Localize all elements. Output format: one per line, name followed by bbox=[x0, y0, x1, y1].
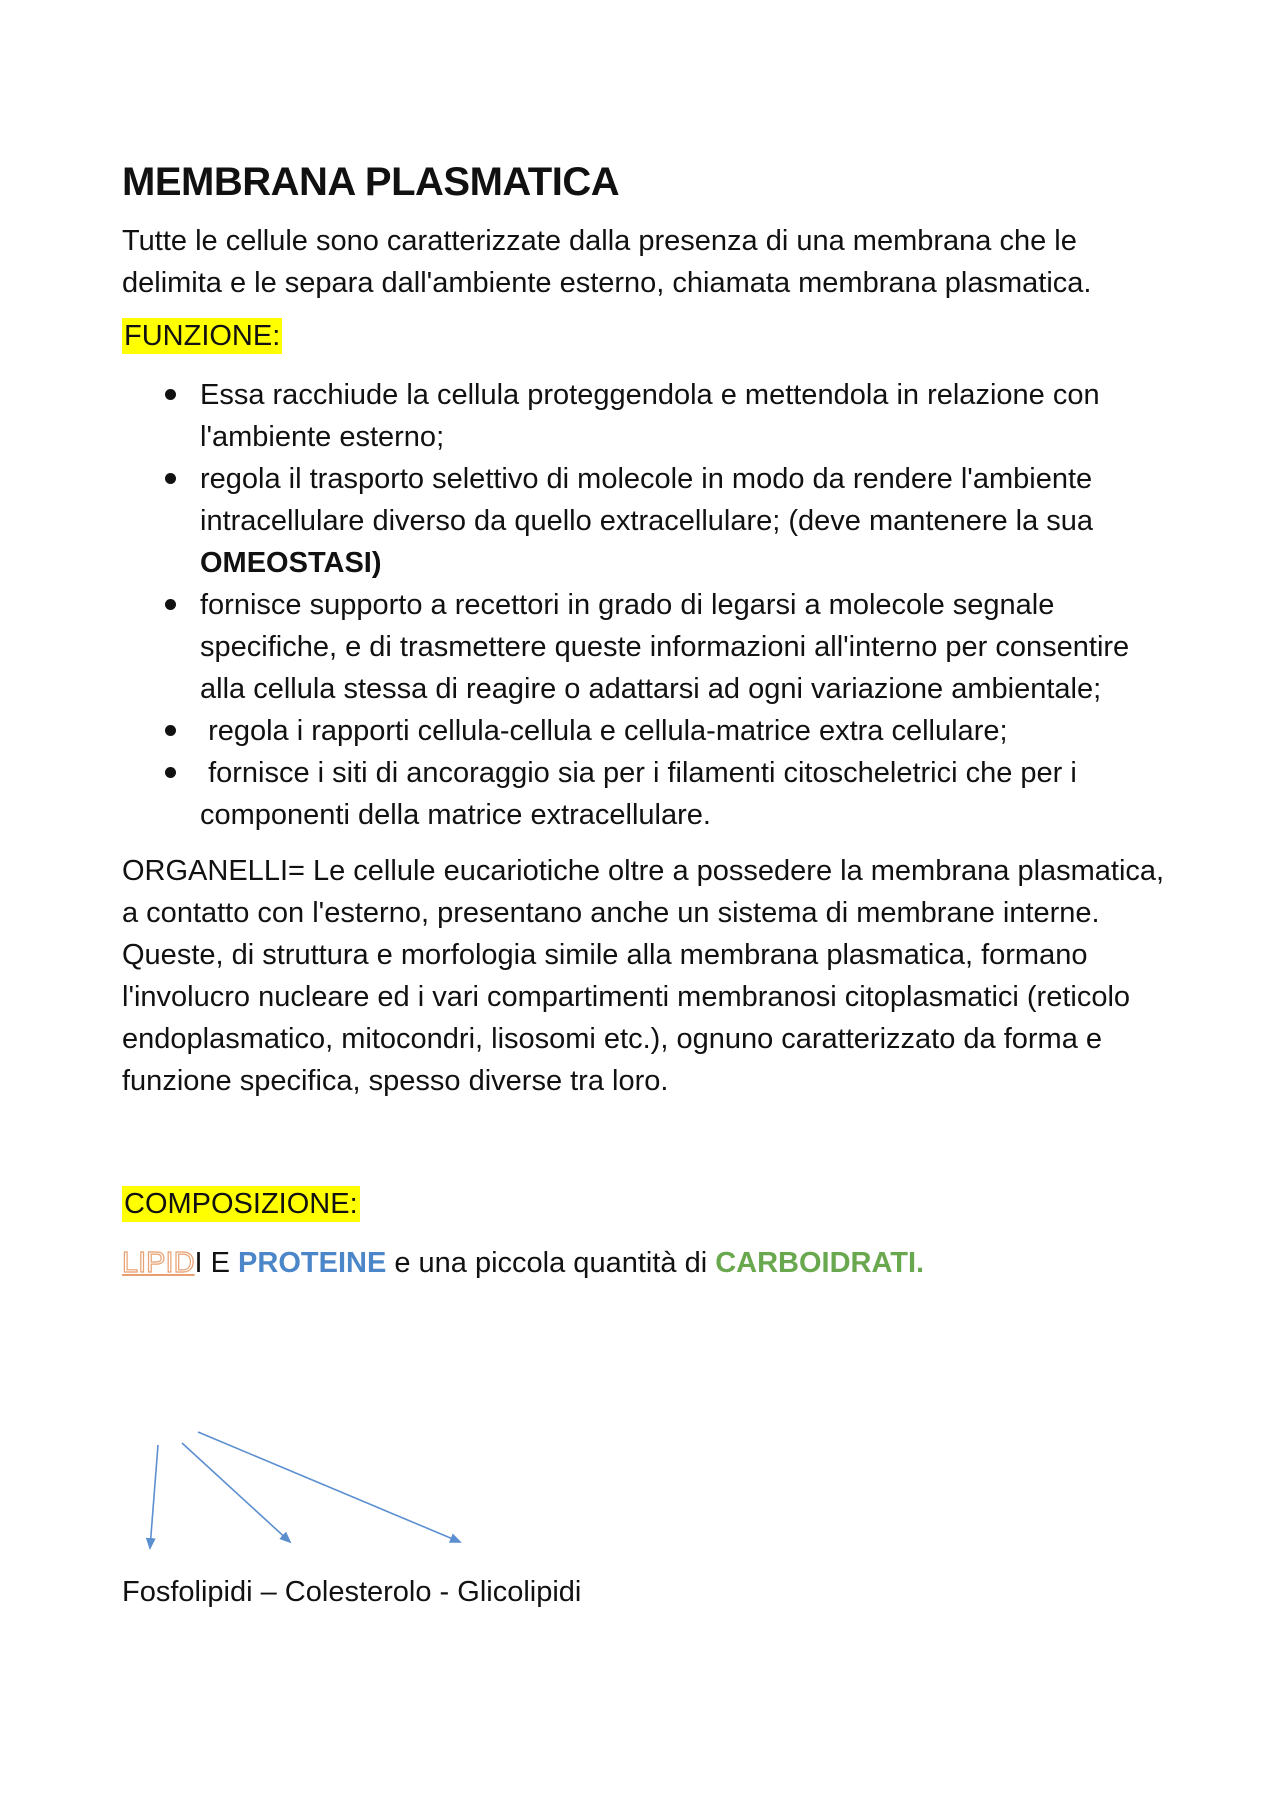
lipidi-tail: I E bbox=[194, 1247, 239, 1279]
arrow-to-colesterolo bbox=[182, 1443, 290, 1542]
list-item-text: regola il trasporto selettivo di molecole in modo da rendere l'ambiente intracellulare diverso da quello extracellulare; (deve mantenere la sua bbox=[200, 463, 1094, 537]
proteine-word: PROTEINE bbox=[238, 1247, 387, 1279]
list-item-text: Essa racchiude la cellula proteggendola e mettendola in relazione con l'ambiente esterno; bbox=[200, 379, 1100, 453]
list-item-text: fornisce supporto a recettori in grado di legarsi a molecole segnale specifiche, e di trasmettere queste informazioni all'interno per consentire alla cellula stessa di reagire o adattarsi ad ogni variazione ambientale; bbox=[200, 589, 1130, 705]
funzione-heading: FUNZIONE: bbox=[124, 320, 281, 352]
list-item-text: fornisce i siti di ancoraggio sia per i filamenti citoscheletrici che per i componenti della matrice extracellulare. bbox=[200, 757, 1085, 831]
arrow-to-glicolipidi bbox=[198, 1432, 460, 1542]
carboidrati-word: CARBOIDRATI. bbox=[715, 1247, 925, 1279]
composizione-heading: COMPOSIZIONE: bbox=[124, 1188, 358, 1220]
intro-paragraph: Tutte le cellule sono caratterizzate dalla presenza di una membrana che le delimita e le separa dall'ambiente esterno, chiamata membrana plasmatica. bbox=[122, 225, 1092, 299]
page-title: MEMBRANA PLASMATICA bbox=[122, 160, 620, 204]
organelli-paragraph: ORGANELLI= Le cellule eucariotiche oltre a possedere la membrana plasmatica, a contatto con l'esterno, presentano anche un sistema di membrane interne. Queste, di struttura e morfologia simile alla membrana plasmatica, formano l'involucro nucleare ed i vari compartimenti membranosi citoplasmatici (reticolo endoplasmatico, mitocondri, lisosomi etc.), ognuno caratterizzato da forma e funzione specifica, spesso diverse tra loro. bbox=[122, 855, 1165, 1097]
composizione-middle: e una piccola quantità di bbox=[386, 1247, 716, 1279]
lipidi-outline-word: LIPID bbox=[122, 1247, 195, 1279]
lipidi-types-line: Fosfolipidi – Colesterolo - Glicolipidi bbox=[122, 1576, 582, 1608]
list-item-text: regola i rapporti cellula-cellula e cellula-matrice extra cellulare; bbox=[200, 715, 1008, 747]
omeostasi-bold: OMEOSTASI) bbox=[200, 547, 382, 579]
arrow-to-fosfolipidi bbox=[150, 1445, 158, 1548]
